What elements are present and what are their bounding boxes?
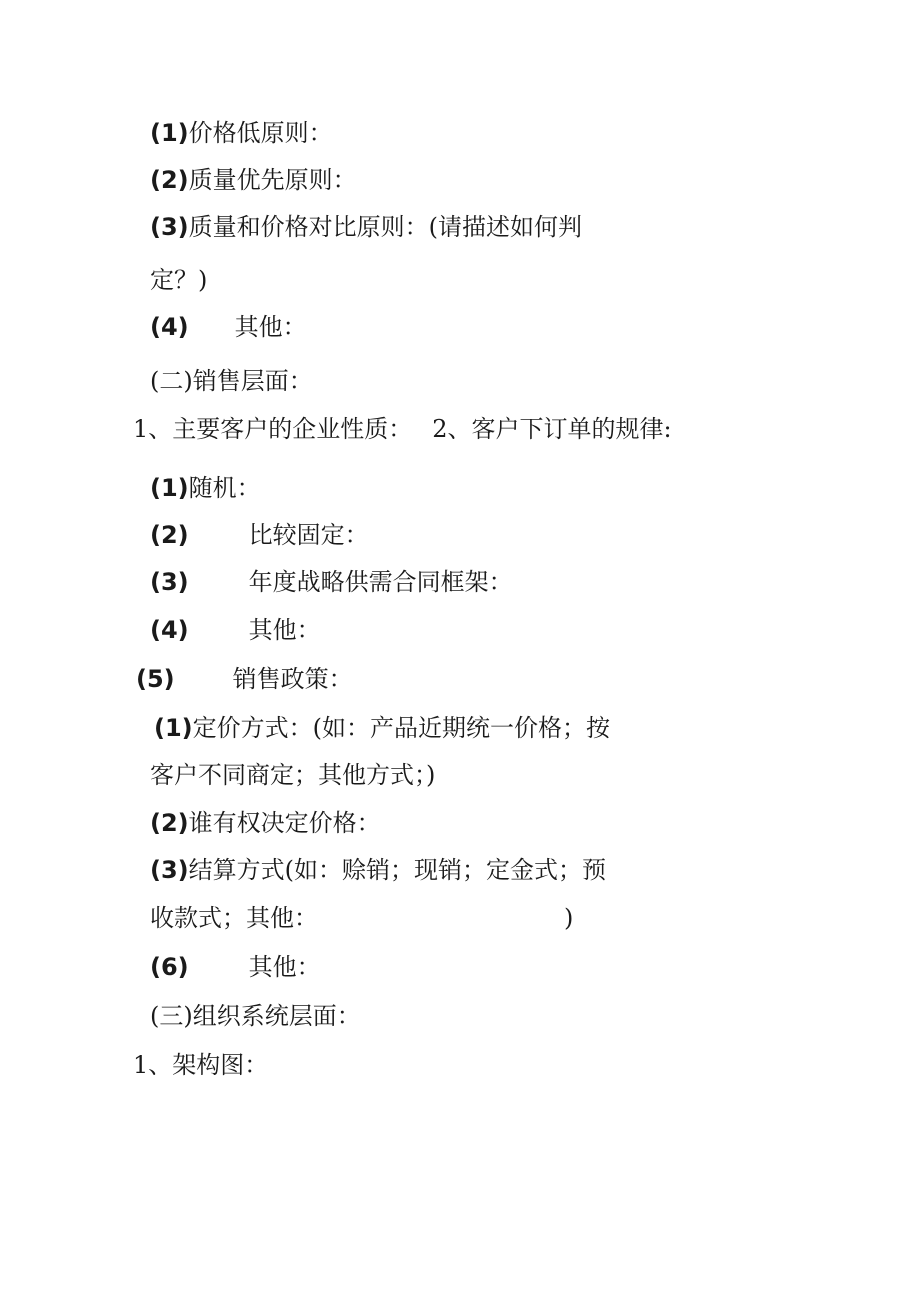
- item-text-customer-nature: 1、主要客户的企业性质：: [133, 415, 413, 443]
- section-heading-organization: [150, 1001, 361, 1031]
- line-price-low-principle: [150, 118, 333, 148]
- item-text: 定价方式：(如：产品近期统一价格；按: [192, 714, 611, 742]
- line-org-chart: [133, 1050, 268, 1080]
- item-text: 其他：: [248, 616, 321, 644]
- item-number: (1): [154, 714, 193, 742]
- section-title: (三)组织系统层面：: [150, 1002, 361, 1030]
- line-fixed: [150, 520, 369, 550]
- item-text: 其他：: [234, 313, 307, 341]
- item-number: (1): [150, 474, 189, 502]
- item-text: 1、架构图：: [133, 1051, 269, 1079]
- line-annual-contract: [150, 567, 513, 597]
- item-text: 比较固定：: [248, 521, 369, 549]
- line-continuation: [150, 903, 573, 933]
- item-text: 年度战略供需合同框架：: [248, 568, 513, 596]
- line-settlement-method: [150, 855, 606, 885]
- item-number: (2): [150, 809, 189, 837]
- item-text: 收款式；其他：: [150, 904, 318, 932]
- section-heading-sales: [150, 366, 313, 396]
- item-text: 定？): [150, 266, 208, 294]
- item-number: (2): [150, 521, 189, 549]
- line-pricing-method: [154, 713, 610, 743]
- item-text: 随机：: [188, 474, 261, 502]
- line-price-authority: [150, 808, 381, 838]
- item-text: 销售政策：: [232, 665, 353, 693]
- line-customer-nature-order-pattern: [133, 414, 672, 444]
- line-continuation: [150, 265, 207, 295]
- item-number: (4): [150, 616, 189, 644]
- line-random: [150, 473, 261, 503]
- item-number: (6): [150, 953, 189, 981]
- item-number: (4): [150, 313, 189, 341]
- line-other-1: [150, 312, 307, 342]
- item-text: 客户不同商定；其他方式；): [150, 761, 436, 789]
- line-other-3: [150, 952, 321, 982]
- item-text: 质量和价格对比原则：(请描述如何判: [188, 213, 583, 241]
- section-title: (二)销售层面：: [150, 367, 313, 395]
- item-number: (3): [150, 568, 189, 596]
- line-other-2: [150, 615, 321, 645]
- line-continuation: [150, 760, 435, 790]
- item-text: 谁有权决定价格：: [188, 809, 381, 837]
- closing-paren: ): [564, 904, 574, 932]
- item-text: 质量优先原则：: [188, 166, 357, 194]
- line-quality-first-principle: [150, 165, 357, 195]
- item-text: 结算方式(如：赊销；现销；定金式；预: [188, 856, 607, 884]
- item-number: (2): [150, 166, 189, 194]
- item-text-order-pattern: 2、客户下订单的规律:: [432, 415, 672, 443]
- line-quality-price-compare: [150, 212, 582, 242]
- item-number: (3): [150, 856, 189, 884]
- item-text: 价格低原则：: [188, 119, 333, 147]
- item-number: (5): [136, 665, 175, 693]
- line-sales-policy: [136, 664, 353, 694]
- item-number: (1): [150, 119, 189, 147]
- item-number: (3): [150, 213, 189, 241]
- item-text: 其他：: [248, 953, 321, 981]
